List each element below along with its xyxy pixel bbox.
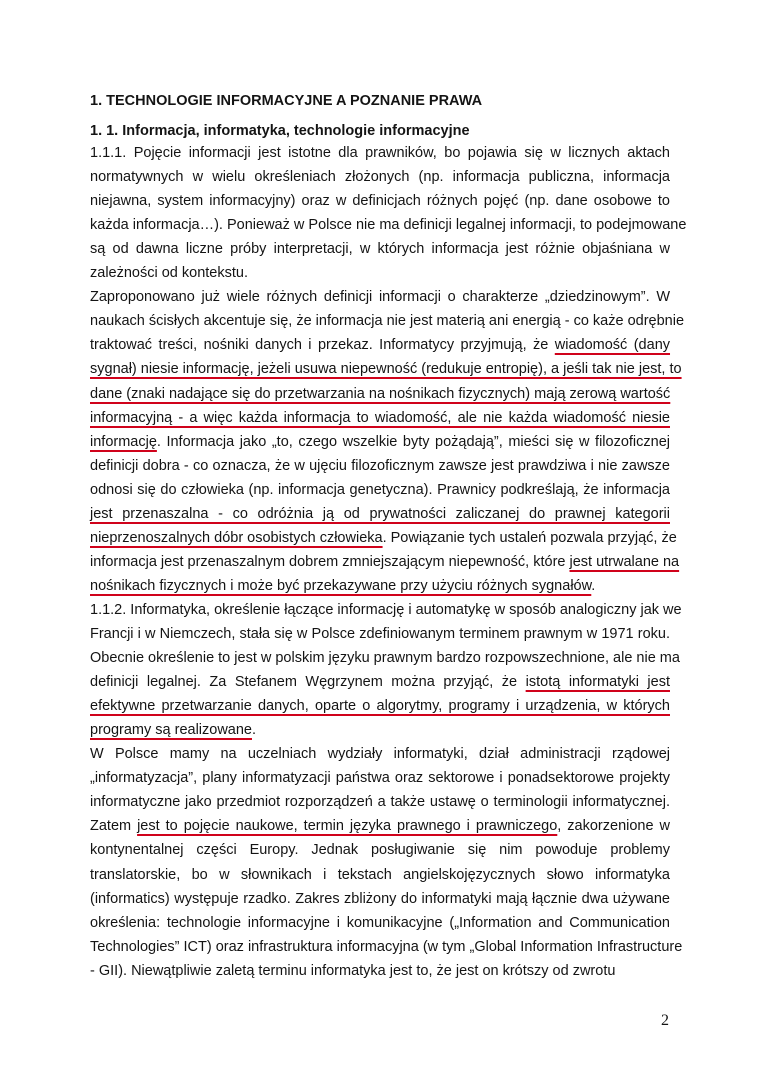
text-line: określenia: technologie informacyjne i komunikacyjne („Information and Communication [90,914,670,931]
text-line: każda informacja…). Ponieważ w Polsce nie ma definicji legalnej informacji, to podejmowane [90,217,687,234]
text-line: translatorskie, bo w słownikach i tekstach angielskojęzycznych słowo informatyka [90,866,670,883]
highlighted-text: jest utrwalane na [569,553,680,570]
text-line: 1.1.1. Pojęcie informacji jest istotne dla prawników, bo pojawia się w licznych aktach [90,145,670,161]
text-line: W Polsce mamy na uczelniach wydziały informatyki, dział administracji rządowej [90,746,670,763]
text-line: zależności od kontekstu. [90,265,248,282]
highlighted-text: dane (znaki nadające się do przetwarzania na nośnikach fizycznych) mają zerową wartość [90,385,671,402]
highlighted-text: sygnał) niesie informację, jeżeli usuwa niepewność (redukuje entropię), a jeśli tak nie jest, to [90,361,682,378]
text-line [90,552,680,572]
highlighted-text: jest przenaszalna - co odróżnia ją od prywatności zaliczanej do prawnej kategorii [90,505,670,522]
text-segment: definicji legalnej. Za Stefanem Węgrzynem można przyjąć, że [90,674,526,691]
chapter-heading: 1. TECHNOLOGIE INFORMACYJNE A POZNANIE PRAWA [90,93,483,109]
highlighted-text: programy są realizowane [90,722,252,739]
text-line [90,504,670,524]
text-line: Zaproponowano już wiele różnych definicji informacji o charakterze „dziedzinowym”. W [90,289,670,306]
highlighted-text: informacyjną - a więc każda informacja to wiadomość, ale nie każda wiadomość niesie [90,409,670,426]
text-segment: , zakorzenione w [557,818,671,835]
text-line [90,408,670,428]
text-segment: . [252,722,257,739]
text-line: - GII). Niewątpliwie zaletą terminu informatyka jest to, że jest on krótszy od zwrotu [90,962,616,979]
text-line [90,528,677,548]
text-line: definicji dobra - co oznacza, że w ujęciu filozoficznym zawsze jest prawdziwa i nie zawsze [90,457,670,474]
text-segment: . Informacja jako „to, czego wszelkie byty pożądają”, mieści się w filozoficznej [156,433,670,450]
text-line: normatywnych w wielu określeniach złożonych (np. informacja publiczna, informacja [90,169,670,186]
text-line: Technologies” ICT) oraz infrastruktura informacyjna (w tym „Global Information Infrastructure [90,938,683,955]
text-segment: Zatem [90,818,138,835]
text-line: odnosi się do człowieka (np. informacja genetyczna). Prawnicy podkreślają, że informacja [90,481,670,498]
text-line: kontynentalnej części Europy. Jednak posługiwanie się nim powoduje problemy [90,842,670,859]
text-segment: . [591,577,596,594]
highlighted-text: nieprzenoszalnych dóbr osobistych człowieka [90,529,383,546]
highlighted-text: efektywne przetwarzanie danych, oparte o algorytmy, programy i urządzenia, w których [90,698,670,715]
highlighted-text: nośnikach fizycznych i może być przekazywane przy użyciu różnych sygnałów [90,577,592,594]
text-line [90,335,670,355]
highlighted-text: istotą informatyki jest [525,674,670,691]
page-number: 2 [661,1012,669,1029]
text-line [90,720,670,740]
text-line [90,359,682,379]
text-line: niejawna, system informacyjny) oraz w definicjach różnych pojęć (np. dane osobowe to [90,193,670,210]
text-line: są od dawna liczne próby interpretacji, w których informacja jest różnie objaśniana w [90,241,670,258]
text-line: Obecnie określenie to jest w polskim języku prawnym bardzo rozpowszechnione, ale nie ma [90,650,680,667]
text-line: „informatyzacja”, plany informatyzacji państwa oraz sektorowe i ponadsektorowe projekty [90,770,670,787]
highlighted-text: wiadomość (dany [554,337,671,354]
text-line [90,384,670,404]
text-line [90,576,670,596]
highlighted-text: jest to pojęcie naukowe, termin języka prawnego i prawniczego [137,818,558,835]
text-segment: traktować treści, nośniki danych i przekaz. Informatycy przyjmują, że [90,337,555,354]
text-line [90,816,670,836]
text-line: 1.1.2. Informatyka, określenie łączące informację i automatykę w sposób analogiczny jak we [90,601,682,618]
text-line: Francji i w Niemczech, stała się w Polsce zdefiniowanym terminem prawnym w 1971 roku. [90,626,670,642]
highlighted-text: informację [90,433,157,450]
text-line [90,432,670,452]
text-line [90,696,670,716]
text-segment: informacja jest przenaszalnym dobrem zmniejszającym niepewność, które [90,553,570,570]
text-segment: . Powiązanie tych ustaleń pozwala przyjąć, że [382,529,677,546]
text-line: informatyczne jako przedmiot rozporządzeń a także ustawę o terminologii informatycznej. [90,794,670,811]
section-heading: 1. 1. Informacja, informatyka, technologie informacyjne [90,123,470,139]
text-line: (informatics) występuje rzadko. Zakres zbliżony do informatyki mają łącznie dwa używane [90,890,670,907]
text-line [90,672,670,692]
text-line: naukach ścisłych akcentuje się, że informacja nie jest materią ani energią - co każe odrębnie [90,313,685,330]
